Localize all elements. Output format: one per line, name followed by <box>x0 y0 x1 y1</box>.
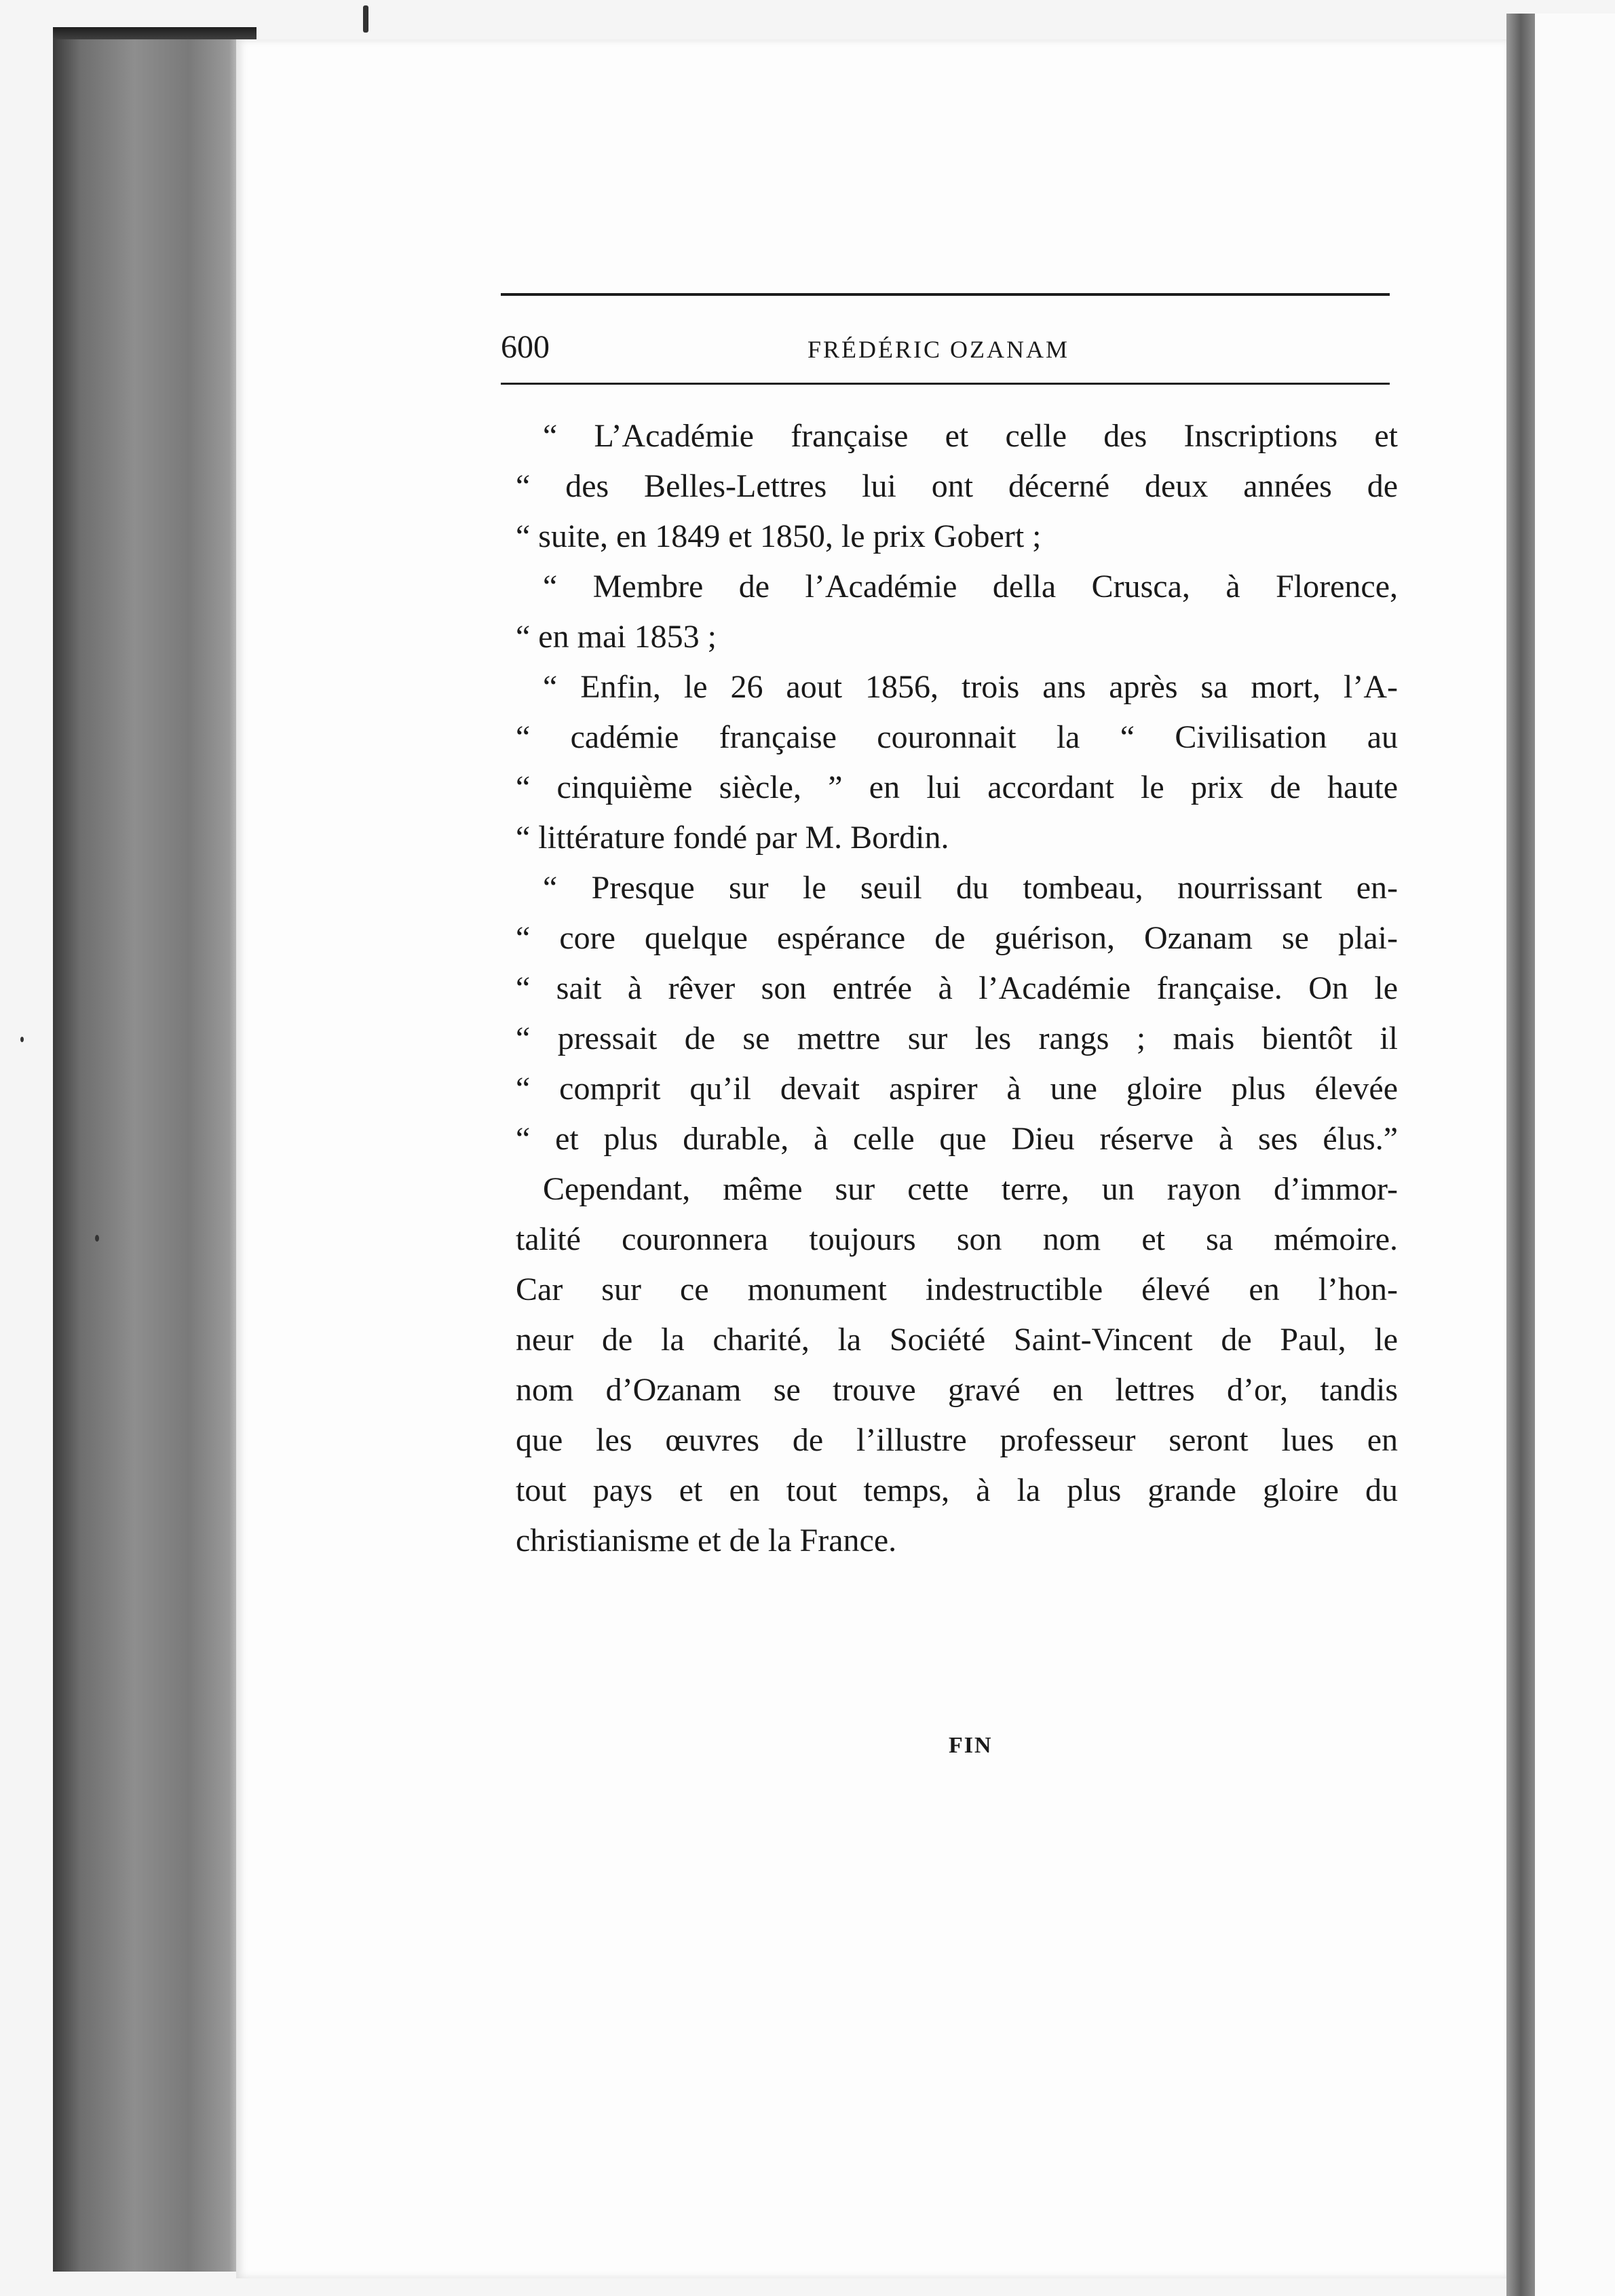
text-line: “ core quelque espérance de guérison, Ozanam se plai- <box>516 920 1398 956</box>
text-line: “ cinquième siècle, ” en lui accordant le prix de haute <box>516 769 1398 805</box>
text-line: “ Membre de l’Académie della Crusca, à Florence, <box>543 569 1398 605</box>
scan-artifact <box>95 1235 99 1242</box>
text-line: talité couronnera toujours son nom et sa mémoire. <box>516 1221 1398 1257</box>
book-spine-shadow <box>1506 14 1535 2296</box>
text-line: “ suite, en 1849 et 1850, le prix Gobert ; <box>516 518 1042 554</box>
text-line: Cependant, même sur cette terre, un rayon d’immor- <box>543 1171 1398 1207</box>
text-line: “ en mai 1853 ; <box>516 619 717 655</box>
body-text <box>516 411 1398 1566</box>
scan-artifact <box>363 5 368 33</box>
scan-artifact <box>20 1037 24 1042</box>
text-line: “ comprit qu’il devait aspirer à une gloire plus élevée <box>516 1071 1398 1107</box>
facing-page-edge <box>1535 14 1615 2296</box>
text-line: “ des Belles-Lettres lui ont décerné deux années de <box>516 468 1398 504</box>
text-line: “ pressait de se mettre sur les rangs ; mais bientôt il <box>516 1020 1398 1056</box>
end-mark: FIN <box>949 1733 993 1758</box>
text-line: “ sait à rêver son entrée à l’Académie française. On le <box>516 970 1398 1006</box>
text-line: nom d’Ozanam se trouve gravé en lettres d’or, tandis <box>516 1372 1398 1408</box>
text-line: neur de la charité, la Société Saint-Vincent de Paul, le <box>516 1322 1398 1358</box>
text-line: Car sur ce monument indestructible élevé en l’hon- <box>516 1271 1398 1307</box>
running-head: FRÉDÉRIC OZANAM <box>808 336 1070 363</box>
text-line: tout pays et en tout temps, à la plus grande gloire du <box>516 1472 1398 1508</box>
header-rule-top <box>501 293 1390 296</box>
header-rule-bottom <box>501 383 1390 385</box>
page-number: 600 <box>501 329 550 365</box>
book-page-edges <box>53 39 236 2272</box>
text-line: que les œuvres de l’illustre professeur seront lues en <box>516 1422 1398 1458</box>
text-line: “ littérature fondé par M. Bordin. <box>516 820 949 856</box>
text-line: “ et plus durable, à celle que Dieu réserve à ses élus.” <box>516 1121 1398 1157</box>
text-line: “ L’Académie française et celle des Inscriptions et <box>543 418 1398 454</box>
text-line: “ cadémie française couronnait la “ Civilisation au <box>516 719 1398 755</box>
text-line: “ Enfin, le 26 aout 1856, trois ans après sa mort, l’A- <box>543 669 1398 705</box>
text-line: “ Presque sur le seuil du tombeau, nourrissant en- <box>543 870 1398 906</box>
text-line: christianisme et de la France. <box>516 1523 897 1558</box>
